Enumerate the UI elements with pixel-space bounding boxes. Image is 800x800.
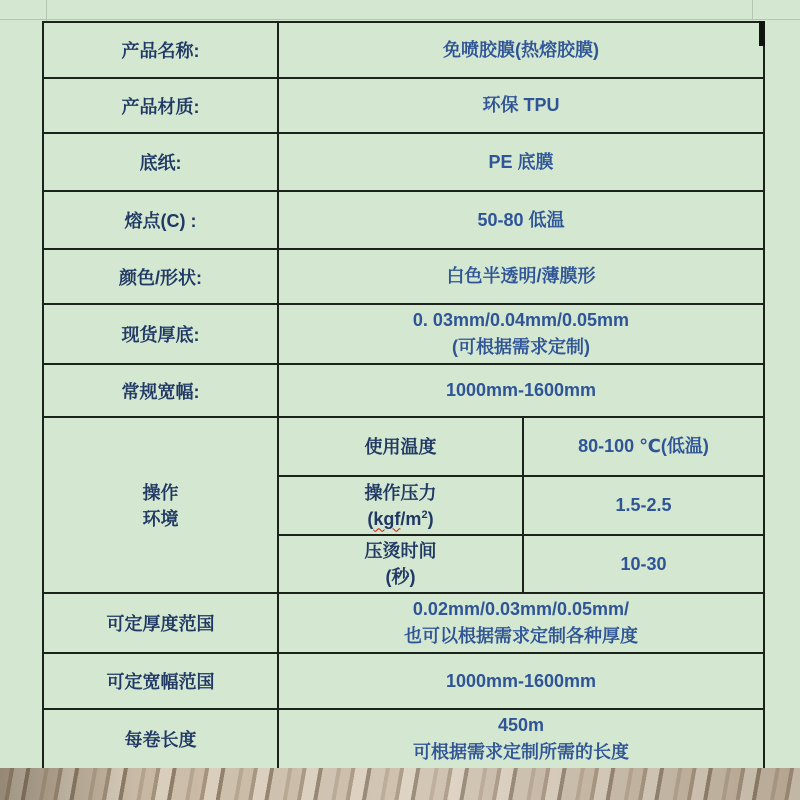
table-corner-border-artifact: [759, 21, 765, 46]
label-custom-thickness: 可定厚度范国: [43, 593, 278, 653]
label-melting-point: 熔点(C) :: [43, 191, 278, 249]
product-spec-table: [42, 21, 765, 770]
value-custom-width: 1000mm-1600mm: [278, 653, 764, 709]
press-time-unit: (秒): [385, 567, 416, 587]
roll-length-line2: 可根据需求定制所需的长度: [413, 742, 629, 762]
operating-env-line2: 环境: [142, 509, 179, 529]
value-roll-length: [278, 709, 764, 769]
value-usage-temp: 80-100 ℃(低温): [523, 417, 764, 476]
value-press-time: 10-30: [523, 535, 764, 593]
value-stock-thickness: [278, 304, 764, 364]
subrow-press-time: [278, 535, 523, 593]
label-custom-width: 可定宽幅范国: [43, 653, 278, 709]
subrow-pressure: [278, 476, 523, 535]
value-pressure: 1.5-2.5: [523, 476, 764, 535]
roll-length-line1: 450m: [497, 715, 545, 735]
pressure-name: 操作压力: [364, 482, 437, 503]
label-stock-thickness: 现货厚底:: [43, 304, 278, 364]
gridline-vertical-right-remnant: [752, 0, 753, 19]
wood-texture-image: [0, 768, 800, 800]
pressure-unit-superscript: 2: [421, 508, 428, 521]
subrow-usage-temp: 使用温度: [278, 417, 523, 476]
custom-thickness-line2: 也可以根据需求定制各种厚度: [404, 626, 638, 646]
label-standard-width: 常规宽幅:: [43, 364, 278, 417]
stock-thickness-line1: 0. 03mm/0.04mm/0.05mm: [412, 310, 630, 330]
value-product-name: 免喷胶膜(热熔胶膜): [278, 22, 764, 78]
value-melting-point: 50-80 低温: [278, 191, 764, 249]
value-color-shape: 白色半透明/薄膜形: [278, 249, 764, 304]
label-product-name: 产品名称:: [43, 22, 278, 78]
gridline-horizontal-remnant: [0, 19, 800, 20]
label-material: 产品材质:: [43, 78, 278, 133]
stock-thickness-line2: (可根据需求定制): [452, 337, 590, 357]
pressure-unit: $(kgf/m^2)$: [367, 508, 434, 529]
gridline-vertical-left-remnant: [46, 0, 47, 21]
label-operating-env: [43, 417, 278, 593]
label-color-shape: 颜色/形状:: [43, 249, 278, 304]
label-roll-length: 每卷长度: [43, 709, 278, 769]
pressure-unit-kgf-misspelled: kgf: [373, 508, 401, 529]
custom-thickness-line1: 0.02mm/0.03mm/0.05mm/: [412, 599, 630, 619]
label-base-paper: 底纸:: [43, 133, 278, 191]
value-standard-width: 1000mm-1600mm: [278, 364, 764, 417]
operating-env-line1: 操作: [142, 483, 179, 503]
value-base-paper: PE 底膜: [278, 133, 764, 191]
value-material: 环保 TPU: [278, 78, 764, 133]
press-time-name: 压烫时间: [364, 541, 437, 561]
value-custom-thickness: [278, 593, 764, 653]
